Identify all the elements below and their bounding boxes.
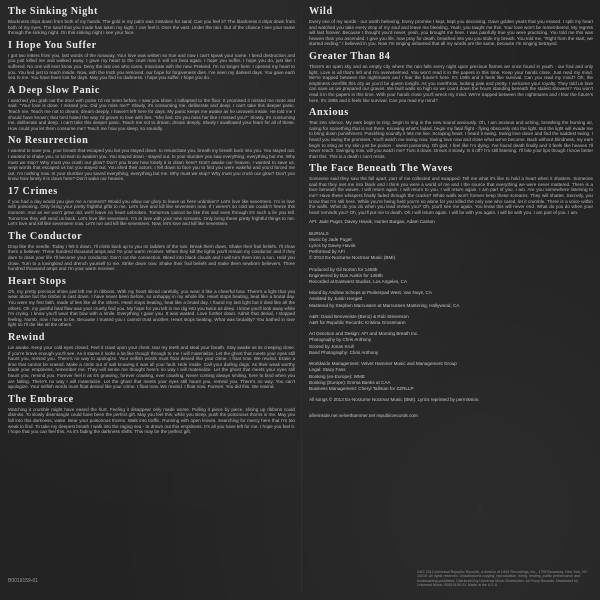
song-lyrics: Lie awake. Keep your cold eyes closed. Feel it crawl upon your chest, tear my teeth and steal your breath. Stay awake as its creeping close. If you're brave enough you'll see. As it stares it looks a lot like though through to me I will materialize. Let the ghost that meets your eyes still haunt you, remind you. There's no way to apologize. Your selfish words must float denied like your crime. I float now. We rewind. Erase a time that cannot be erased. Make a circle out of salt knowing it was all your fault. Hide inside. Call your darling dogs. As their weak worthy blade your emptiness, remember me. They will sense me thought here's no way I will materialize. Let the ghost that meets your eyes still haunt you, remind you. Forever feel it as it's gnawing, forever crawling, ever crawling. Never coming always smiling, here to bind when you are falling. There's no way I will materialize. Let the ghost that meets your eyes still haunt you, remind you. There's no way. You can't apologize. Your selfish words must float denied like your crime. I float now. We rewind. I float now. Forever. You did this. We rewind. [8, 344, 295, 390]
song-lyrics: Drop like the needle. Today I felt it down. I'll climb back up to you on ladders of the rain. Break them down. Shake their frail beliefs. I'll show them a believer. Three hundred thousand amps and I'm your warm receiver. When they kill the lights you'll remain my conductor and if they dare to drain your life I'll become your conductor. Don't cut the connection. Bleed into black clouds and I will turn them into a sun. Hold you close. Turn to a lovingkind and drench yourself to me. Strike down now. Shake their frail beliefs and make them newborn believers. Three hundred thousand amps and I'm your warm receiver. [8, 243, 295, 272]
song-title: A Deep Slow Panic [8, 84, 100, 96]
song-block [8, 6, 295, 36]
song-lyrics: If you had a day would you give me a moment? Would you allow our glory to leave us here unbroken? Let's love like seventeen. I'm in love with poisoning. Only bring your pretty frightful gifts to me. Let's love and kill like seventeen now. If I weren't so cold we couldn't freeze this moment. And as we won't grow old, we'll leave no heart unbroken. Tomorrow cannot be like this and even through it's such a lie you tell. Tomorrow they will send us back. Let's love like seventeen. I'm in love with your new screams. Only bring these pretty frightful things to me. Let's love and kill like seventeen now. Let's run and kill like seventeen. Now, let's love and kill like seventeen. [8, 198, 295, 227]
song-block [8, 394, 295, 435]
song-block [8, 40, 295, 81]
credit-line: A&R for Republic Records: Kristina Grossmann [309, 320, 406, 326]
song-lyrics: There's an open sky and an empty city where the rain falls every night upon precious flames we once found in youth - our foul and only light. Love is all that's left and I'm overwhelmed. You won't read it in the papers in this time. Keep your hands close. Just read my mind. We're trapped between the nightmares and I fear the future's here. It's 1985 and it feels like survival. Can you read my mind? Oh, the emptiness overfills this city as you'd be queen tonight. As you overthrow, looking pale and pretty, I welcome your royalty. They told us love can save us we prepared our graves. We built walls so high so we count down the hours standing beneath the stalest showers? You won't read it in the papers in this time. With your hands close you'll wreck my mind. We're trapped between the nightmares and I fear the future's here. It's 1985 and it feels like survival. Can you read my mind? [309, 63, 593, 103]
credit-line: Booking (Europe): Emma Banks at CAA [309, 379, 391, 385]
song-title: The Conductor [8, 230, 83, 242]
credit-line: Business Management: Cheryl Tallman for ZZRLLP [309, 385, 414, 391]
song-title: The Sinking Night [8, 6, 99, 17]
song-lyrics: Someone said they saw the fall apart, part of me collected and swapped. Tell me what it's like to hold a heart when it shatters. Someone said that they met me into black and I think you were a world of me and I the source that everything we were never mattered. There is a face beneath the waves. I will return again. I will return to you. I will return again. I am part of you. I am. Are you somewhere listening to me? Have these whispers finally faded through the cracks? White walls won't forever keep these screams. They will shatter. Secretly, you know that I'm still here. While you're being held you're so alone for you killed the only one who cared, let it crumble. There is a voice within the walls. What do you do when you lead invites you? Oh, you'll see me again. You know this will never end. What do you do when your heart reminds you? Oh, you'll put me to death. Oh I will return again. I will be with you again. I will be with you. I am part of you. I am. [309, 176, 593, 215]
catalog-number: B0019159-01 [8, 578, 39, 584]
song-title: Anxious [309, 107, 349, 119]
left-column [8, 6, 295, 594]
song-title: The Embrace [8, 393, 74, 405]
credit-line: Legal: Stacy Fass [309, 367, 346, 373]
song-title: The Face Beneath The Waves [309, 163, 453, 175]
credit-line: Music by Jade Puget [309, 236, 352, 242]
copyright-note: All songs © 2013 Ex-Nocturne Noctmar Music (BMI). Lyrics reprinted by permission. [309, 397, 480, 403]
song-lyrics: I wanted to save you, your breath that escaped you but you stayed down. to resuscitate you, breath my breath back into you. You stayed out. I wanted to shake you, to scream to awaken you. You stayed down - stayed out. In your slumber you saw everything, everything but me. Why must we stop? Why must you crush our glow? Don't you know how lonely it is down here? Don't awake our heaven. I wanted to save us, wept words that escaped us but you stayed out. You shed their actors. I fell down to face you to find you were wakeful and you'd forced me out. I'm nothing now. In your slumber you saved everything, everything but me. Why must we stop? Why must you crush our glow? Don't you know how lonely it is down here? Don't wake our heaven. [8, 148, 295, 182]
song-lyrics: Blackness drips down from both of my hands. The gold in my palm was mistaken for sand. Can you feel it? The blackness it drips down from both of my eyes. The sand that you made has taken my sight. I can feel it. Over the vast. Under the rain. Out of the chance I see your name through the sinking night. On this sinking night I see your face. [8, 19, 295, 36]
song-block [309, 6, 593, 47]
song-title: 17 Crimes [8, 185, 58, 197]
credit-line: Assisted by Justin Hergett [309, 296, 363, 302]
credits-block [309, 219, 593, 419]
song-lyrics: Tear into silence. My ears begin to ring, begin to ring in the new sound anxiously. Oh, I am anxious and aching, breathing the burning air, caring for something that is not there. Knowing what's faded, begin my fatal flight - flying obscurely into the light. But the light will evade me to bring down punishment. Punishing soundly it lets me live. Scraping heart. I heard it swing. Swing love down and find the saddest swing. I heard you swing the promises. You'll watch me swing now. Swing love now and close what we've become. Back without blindness, my ears begin to sting as my skin just be poison - sweet poisoning. Oh god, I feel like I'm dying. I've found death finally and it feels like heaven I'll never reach. Swinging now, will you watch me? Turn it down. Drown it slowly. Is it off? I'm still listening. I'll bite your lips though I know better than this. This is a death I can't resist. [309, 120, 593, 159]
song-block [309, 107, 593, 159]
song-block [8, 276, 295, 328]
legal-text: ℗&© 2013 Universal Republic Records, a division of UMG Recordings, Inc., 1755 Broadway, New York, NY 10019. All rights reserved. Unauthorized copying, reproduction, hiring, lending, public performance and broadcasting prohibited. Distributed by Universal Music Distribution. All Proxy Records. Distributed by Universal Music. B0019159-01. Made in the U.S.A. [417, 569, 588, 588]
song-title: Greater Than 84 [309, 50, 391, 62]
song-block [8, 85, 295, 132]
credit-line: Recorded at Eastwest Studios, Los Angeles, CA [309, 279, 408, 285]
column-divider [301, 8, 302, 592]
right-column [309, 6, 593, 594]
song-block [309, 163, 593, 215]
song-block [8, 186, 295, 227]
credit-line: Booking (ex-Europe): WME [309, 373, 365, 379]
song-block [8, 135, 295, 182]
credit-line: Mixed by Andrew Scheps at Punkerpad West, Van Nuys, CA [309, 290, 432, 296]
credit-line: BURIALS [309, 230, 329, 236]
song-lyrics: Oh, my pretty precious shine just left me in ribbons. With my heart sliced carefully, you wear it like a cheerful bow. There's a light that you wear alone but the timber is cast down. I have never been before, so unhappy in my whole life. Heart stops beating, beat like a brutal day. You were my first faith, made of lies like all the others. Heart stops beating, beat like a brutal day. I found my last light but it died like all the others. Oh, my painful fatal flaw was your cruelty find you. My hope for you left in me dig into you twice as deep. I know you'll look away while I'm crying. I know you'll wear that bow with a smile. Everything I gave you. It was wasted. Love further down. Admit that denial, I stopped feeling. Numb, now I have to be. Because I trusted you I cannot trust another. Heart stops beating. What was brutality? You bathed in love light so I'll die like all the others. [8, 288, 295, 328]
credit-line: Photography by Chris Anthony [309, 337, 372, 343]
song-title: I Hope You Suffer [8, 39, 97, 51]
credit-line: Band Photography: Chris Anthony [309, 349, 379, 355]
song-lyrics: I watched you grab out the door with poise I'd not seen before. I saw you shine. I collapsed to the floor. It promised it missed me more and said. "Your love is done. I missed you. Did you miss me?" Slowly, it's consuming me, deliberate and deep. I can't take this deeper panic. Teach me. Teach me not to dream, dream deeply. I haven't left here for days. My panic keeps me awake as he unravels inside. He told me I should have known; that he'd hated the way I'd grown to love with lies. "She lied. Do you miss her like I missed you?" Slowly, it's consuming me, deliberate and deep. I can't take this deeper panic. Teach me not to dream, dream deeply. Slowly I swallowed your fears for all of these. How could you let them consume me? Teach me how you sleep, so soundly. [8, 97, 295, 131]
song-block [309, 51, 593, 103]
credit-line: Art Direction and Design: AFI and Morning Breath Inc. [309, 331, 419, 337]
website-links: afireinside.net velvethammer.net republicrecords.com [309, 413, 418, 419]
credit-line: A&R: David Benveniste (Beno) & Rob Stevenson [309, 313, 409, 319]
song-lyrics: Watching it crumble might have eased the hurt. Feeling it disappear only made worse. Pulling it piece by piece, slicing up ribbons could dismiss. To slowly disentangle could have been the perfect gift. May you feel this, while you sleep, push the poisonous thorns in me. May you fall into this darkness, wake. Bear your poisonous thorns. Walk into traffic. Running with open knives. Searching for mercy here that I'm too weak to find. To take my deepest breath I walk into the raging sea - to drown out this emptiness. It's all you have left for me. I hope you feel it. I hope that you can feel this. As it's fading the darkness shifts. This may be the perfect gift. [8, 406, 295, 435]
credit-line: Worldwide Management: Velvet Hammer Music and Management Group [309, 361, 457, 367]
song-lyrics: Every one of my words - our worth believing. Every promise I kept, kept you deceiving. Gave golden years that you erased. I split my heart and watched you take every drop of my soul and leave me bleeding. Yeah, you taught me this. Your love won't be remembered. My regrets will last forever. Because I thought you'd never, yeah, you brought me here. I was painfully true you were practicing. You told me this was heaven than you ascended. I give you life, now pray for death, breathed into you you stole my breath. You told me, "Right from the start, we started ending." I believed in you. Now I'm singing ashamed that all my words are the same, because I'm singing betrayed. [309, 19, 593, 47]
credit-line: Lyrics by Davey Havok [309, 243, 356, 249]
credit-line: Performed by AFI [309, 249, 345, 255]
credit-line: Mastered by Stephen Marcussen at Marcussen Mastering, Hollywood, CA [309, 302, 460, 308]
credit-line: © 2013 Ex-Nocturne Noctmar Music (BMI) [309, 255, 396, 261]
credit-line: Scored by Jonas Krull [309, 343, 354, 349]
song-title: Wild [309, 6, 333, 17]
credits-list [309, 219, 593, 392]
song-title: No Resurrection [8, 135, 89, 147]
song-lyrics: I got two letters from you, last words of the runaway. Your love was written so true and now I can't speak your name. I bend destruction and you just killed me and walked away. I gave my heart to the cruel man it will not beat again. I hope you suffer. I hope you do, just like I suffered. No one will ever know you. Deny the last one who cares. Intoxicate with the new. Pretend. I'm no longer here. I opened my heart to you. You lied just to reach inside. Now, with the truth you removed, our hope for forgiveness dies. I've seen my darkest days. You gave each sea to me. You have been lost far days. May you find no darkness. I hope you suffer. I hope you do. [8, 52, 295, 81]
song-title: Heart Stops [8, 275, 67, 287]
credit-line: AFI: Jade Puget, Davey Havok, Hunter Burgan, Adam Carson [309, 219, 435, 225]
song-block [8, 231, 295, 272]
song-title: Rewind [8, 331, 45, 343]
song-block [8, 332, 295, 390]
credit-line: Produced by Gil Norton for 1458b [309, 266, 378, 272]
credit-line: Engineered by Dan Austin for 1458b [309, 272, 383, 278]
